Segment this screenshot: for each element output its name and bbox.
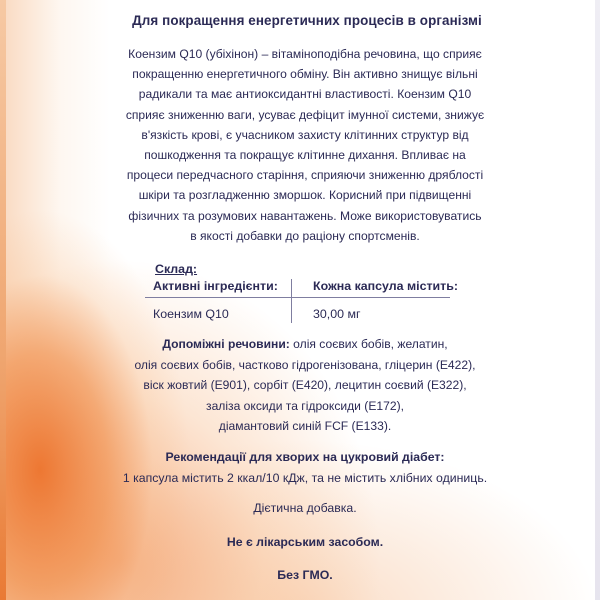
auxiliary-label: Допоміжні речовини: (162, 337, 290, 351)
not-medicine-note: Не є лікарським засобом. (226, 535, 384, 549)
intro-line: пошкодження та покращує клітинне дихання. Впливає на (144, 148, 466, 163)
table-divider-horizontal (145, 297, 450, 298)
intro-line: в якості добавки до раціону спортсменів. (190, 228, 420, 243)
auxiliary-line: олія соєвих бобів, частково гідрогенізована, гліцерин (E422), (134, 357, 476, 372)
column-header-per-capsule: Кожна капсула містить: (313, 279, 458, 293)
auxiliary-line: віск жовтий (E901), сорбіт (E420), лецитин соєвий (E322), (143, 378, 467, 392)
dietary-supplement-note: Дієтична добавка. (253, 501, 357, 515)
table-divider-vertical (291, 279, 292, 323)
auxiliary-first-line (95, 334, 515, 355)
diabetes-recommendation (95, 447, 515, 488)
page-title: Для покращення енергетичних процесів в організмі (132, 13, 482, 28)
auxiliary-line: діамантовий синій FCF (E133). (218, 419, 392, 433)
intro-line: в'язкість крові, є учасником захисту клітинних структур від (141, 127, 469, 142)
recommendation-label: Рекомендації для хворих на цукровий діабет: (165, 450, 445, 464)
table-cell-ingredient: Коензим Q10 (153, 307, 229, 321)
composition-label: Склад: (155, 262, 198, 276)
no-gmo-note: Без ГМО. (277, 568, 333, 582)
intro-line: шкіри та розгладженню зморшок. Корисний при підвищенні (138, 188, 472, 203)
ingredients-table (145, 277, 458, 327)
intro-line: радикали та має антиоксидантні властивості. Коензим Q10 (138, 87, 472, 102)
recommendation-text: 1 капсула містить 2 ккал/10 кДж, та не містить хлібних одиниць. (122, 470, 488, 485)
column-header-active-ingredients: Активні інгредієнти: (153, 279, 278, 293)
intro-line: покращенню енергетичного обміну. Він активно знищує вільні (132, 67, 478, 82)
intro-line: сприяє зниженню ваги, усуває дефіцит імунної системи, знижує (125, 107, 485, 122)
auxiliary-substances (95, 334, 515, 437)
table-cell-amount: 30,00 мг (313, 307, 361, 321)
auxiliary-first-line-text: олія соєвих бобів, желатин, (289, 337, 448, 351)
intro-paragraph (95, 44, 515, 246)
intro-line: фізичних та розумових навантажень. Може використовуватись (128, 208, 482, 223)
auxiliary-line: заліза оксиди та гідроксиди (E172), (206, 398, 404, 413)
intro-line: процеси передчасного старіння, сприяючи зниженню дряблості (126, 168, 484, 183)
intro-line: Коензим Q10 (убіхінон) – вітаміноподібна речовина, що сприяє (128, 47, 482, 61)
